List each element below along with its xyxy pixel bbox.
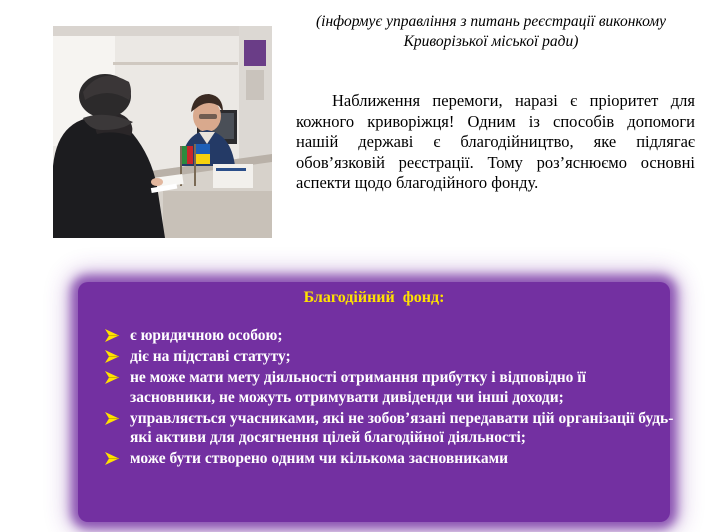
charity-fund-block — [78, 282, 674, 522]
list-item — [104, 326, 674, 346]
intro-paragraph: Наближення перемоги, наразі є пріоритет для кожного криворіжця! Одним із способів допомоги нашій державі є благодійництво, яке підлягає обов’язковій реєстрації. Тому роз’яснюємо основні аспекти щодо благодійного фонду. — [296, 91, 695, 192]
list-item-text: є юридичною особою; — [130, 327, 283, 344]
list-item-text: може бути створено одним чи кількома засновниками — [130, 450, 509, 467]
arrow-bullet-icon — [104, 328, 120, 343]
office-visit-photo — [53, 26, 272, 238]
info-note: (інформує управління з питань реєстрації виконкому Криворізької міської ради) — [315, 13, 666, 50]
list-item-text: управляється учасниками, які не зобов’язані передавати цій організації будь-які активи для досягнення цілей благодійної діяльності; — [130, 409, 674, 446]
list-item — [104, 368, 674, 407]
arrow-bullet-icon — [104, 411, 120, 426]
list-item — [104, 409, 674, 448]
arrow-bullet-icon — [104, 349, 120, 364]
arrow-bullet-icon — [104, 451, 120, 466]
arrow-bullet-icon — [104, 370, 120, 385]
fund-list — [104, 326, 674, 470]
list-item-text: не може мати мету діяльності отримання прибутку і відповідно її засновники, не можуть отримувати дивіденди чи інші доходи; — [130, 369, 586, 406]
list-item — [104, 449, 674, 469]
list-item — [104, 347, 674, 367]
list-item-text: діє на підставі статуту; — [130, 348, 291, 365]
fund-title: Благодійний фонд: — [303, 289, 445, 306]
